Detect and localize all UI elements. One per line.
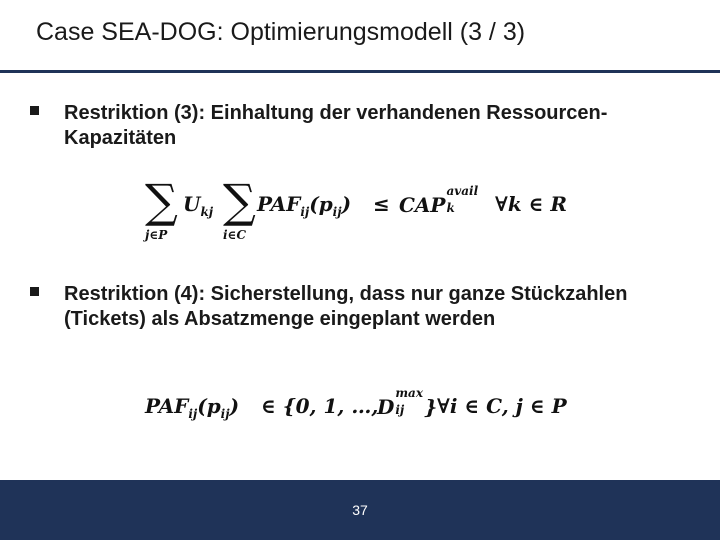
set-membership: ∈ {0, 1, …, — [261, 394, 379, 418]
bullet-text: Restriktion (3): Einhaltung der verhandenen Ressourcen-Kapazitäten — [64, 102, 608, 149]
bullet-restriction-3 — [30, 101, 670, 151]
leq-sign: ≤ — [373, 192, 390, 216]
page-number: 37 — [352, 502, 368, 518]
term-D-max: D max ij } — [377, 386, 438, 419]
slide-title: Case SEA-DOG: Optimierungsmodell (3 / 3) — [36, 18, 526, 46]
bullet-square-icon — [30, 106, 39, 115]
sum-symbol-j: ∑ j∈P — [145, 174, 178, 242]
sum-subscript-i: i∈C — [223, 228, 246, 242]
title-divider — [0, 70, 720, 73]
sum-symbol-i: ∑ i∈C — [223, 174, 256, 242]
bullet-restriction-4 — [30, 282, 670, 332]
sum-subscript-j: j∈P — [145, 228, 168, 242]
term-PAF-of-p: $PAF_{ij}(p_{ij})$ — [257, 192, 352, 219]
bullet-square-icon — [30, 287, 39, 296]
term-PAF-of-p: $PAF_{ij}(p_{ij})$ — [145, 394, 240, 421]
forall-k-in-R: ∀k ∈ R — [495, 192, 568, 216]
forall-i-j: ∀i ∈ C, j ∈ P — [437, 394, 567, 418]
term-CAP: CAP avail k — [399, 184, 479, 217]
term-U: $U_{kj}$ — [183, 192, 214, 219]
bullet-text: Restriktion (4): Sicherstellung, dass nur ganze Stückzahlen (Tickets) als Absatzmenge eingeplant werden — [64, 283, 628, 330]
